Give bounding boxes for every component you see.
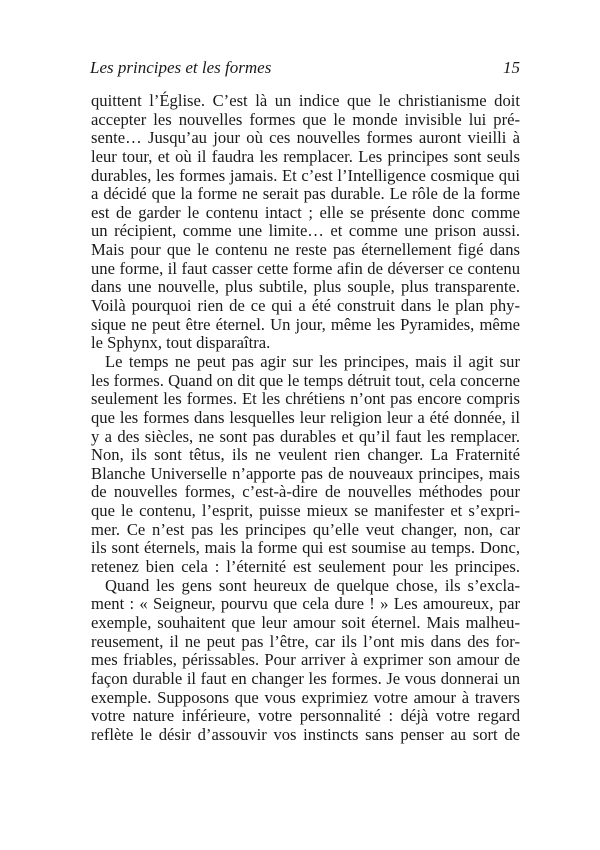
- text-line: accepter les nouvelles formes que le monde invisible lui pré-: [91, 109, 520, 129]
- text-line: est de garder le contenu intact ; elle se présente donc comme: [91, 202, 520, 222]
- text-line: ment : « Seigneur, pourvu que cela dure ! » Les amoureux, par: [91, 594, 520, 614]
- page-number: 15: [503, 58, 520, 77]
- text-line: que le contenu, l’esprit, puisse mieux se manifester et s’expri-: [91, 501, 520, 521]
- text-line: seulement les formes. Et les chrétiens n’ont pas encore compris: [91, 389, 520, 409]
- text-line: Voilà pourquoi rien de ce qui a été construit dans le plan phy-: [91, 296, 520, 316]
- text-line: Non, ils sont têtus, ils ne veulent rien changer. La Fraternité: [91, 445, 520, 465]
- text-line: exemple, souhaitent que leur amour soit éternel. Mais malheu-: [91, 612, 520, 632]
- text-line: sente… Jusqu’au jour où ces nouvelles formes auront vieilli à: [91, 128, 520, 148]
- text-line: leur tour, et où il faudra les remplacer. Les principes sont seuls: [91, 146, 520, 166]
- text-line: a décidé que la forme ne serait pas durable. Le rôle de la forme: [91, 184, 520, 204]
- text-line: ils sont éternels, mais la forme qui est soumise au temps. Donc,: [91, 538, 520, 558]
- text-line: un récipient, comme une limite… et comme une prison aussi.: [91, 221, 520, 241]
- text-line: façon durable il faut en changer les formes. Je vous donnerai un: [91, 668, 520, 688]
- text-line: reusement, il ne peut pas l’être, car ils l’ont mis dans des for-: [91, 631, 520, 651]
- paragraph-first-line: Quand les gens sont heureux de quelque chose, ils s’excla-: [105, 575, 520, 595]
- text-line: quittent l’Église. C’est là un indice que le christianisme doit: [91, 91, 520, 110]
- text-line: retenez bien cela : l’éternité est seulement pour les principes.: [91, 557, 520, 577]
- text-line: reflète le désir d’assouvir vos instincts sans penser au sort de: [91, 724, 520, 744]
- text-line: le Sphynx, tout disparaîtra.: [91, 333, 271, 353]
- paragraph-first-line: Le temps ne peut pas agir sur les principes, mais il agit sur: [105, 351, 520, 371]
- text-line: votre nature inférieure, votre personnalité : déjà votre regard: [91, 706, 520, 726]
- running-header: [90, 58, 520, 80]
- body-text: [91, 92, 520, 744]
- text-line: Blanche Universelle n’apporte pas de nouveaux principes, mais: [91, 463, 520, 483]
- text-line: que les formes dans lesquelles leur religion leur a été donnée, il: [91, 407, 520, 427]
- text-line: mes friables, périssables. Pour arriver à exprimer son amour de: [91, 650, 520, 670]
- text-line: mer. Ce n’est pas les principes qu’elle veut changer, non, car: [91, 519, 520, 539]
- running-title: Les principes et les formes: [90, 58, 272, 77]
- text-line: Mais pour que le contenu ne reste pas éternellement figé dans: [91, 240, 520, 260]
- text-line: exemple. Supposons que vous exprimiez votre amour à travers: [91, 687, 520, 707]
- text-line: durables, les formes jamais. Et c’est l’Intelligence cosmique qui: [91, 165, 520, 185]
- text-line: les formes. Quand on dit que le temps détruit tout, cela concerne: [91, 370, 520, 390]
- text-line: une forme, il faut casser cette forme afin de déverser ce contenu: [91, 258, 520, 278]
- text-line: y a des siècles, ne sont pas durables et qu’il faut les remplacer.: [91, 426, 520, 446]
- text-line: de nouvelles formes, c’est-à-dire de nouvelles méthodes pour: [91, 482, 520, 502]
- text-line: dans une nouvelle, plus subtile, plus souple, plus transparente.: [91, 277, 520, 297]
- text-line: sique ne peut être éternel. Un jour, même les Pyramides, même: [91, 314, 520, 334]
